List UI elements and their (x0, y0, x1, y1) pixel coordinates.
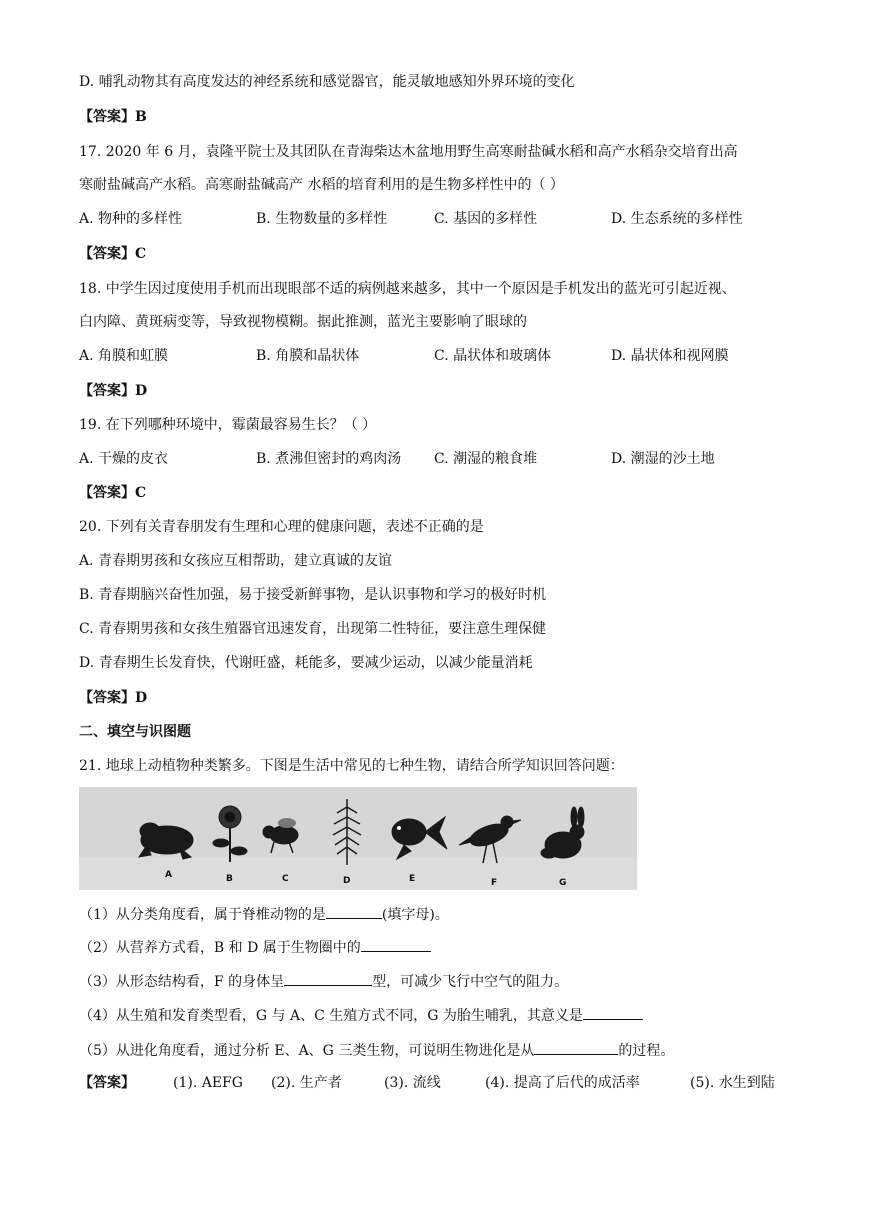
q21-part3-text: （3）从形态结构看，F 的身体呈 (79, 974, 285, 990)
q21-answer-label: 【答案】 (79, 1075, 135, 1091)
q21-part4-text: （4）从生殖和发育类型看，G 与 A、C 生殖方式不同，G 为胎生哺乳，其意义是 (79, 1008, 583, 1024)
q20-option-d: D. 青春期生长发育快，代谢旺盛，耗能多，要减少运动，以减少能量消耗 (79, 655, 533, 671)
q21-part5-suffix: 的过程。 (618, 1043, 675, 1059)
q21-answer-5: (5). 水生到陆 (690, 1075, 775, 1091)
q19-option-c: C. 潮湿的粮食堆 (434, 451, 538, 467)
q21-part1 (79, 904, 449, 924)
figure-label-b: B (226, 874, 233, 884)
q21-part3-blank[interactable] (284, 971, 372, 986)
q21-answer-3: (3). 流线 (384, 1075, 441, 1091)
q19-stem: 19. 在下列哪种环境中，霉菌最容易生长？（ ） (79, 417, 377, 433)
q17-stem-line1: 17. 2020 年 6 月，袁隆平院士及其团队在青海柴达木盆地用野生高寒耐盐碱水稻和高产水稻杂交培育出高 (79, 144, 738, 160)
q17-option-d: D. 生态系统的多样性 (611, 211, 743, 227)
q20-option-a: A. 青春期男孩和女孩应互相帮助，建立真诚的友谊 (79, 553, 393, 569)
q21-part1-blank[interactable] (326, 904, 382, 919)
q18-option-c: C. 晶状体和玻璃体 (434, 348, 552, 364)
figure-label-f: F (491, 878, 498, 888)
q21-part2 (79, 937, 431, 957)
figure-label-d: D (343, 876, 351, 886)
q18-answer: 【答案】D (79, 383, 148, 399)
q20-option-b: B. 青春期脑兴奋性加强，易于接受新鲜事物，是认识事物和学习的极好时机 (79, 587, 547, 603)
q17-stem-line2: 寒耐盐碱高产水稻。高寒耐盐碱高产 水稻的培育利用的是生物多样性中的（ ） (79, 177, 564, 193)
q21-stem: 21. 地球上动植物种类繁多。下图是生活中常见的七种生物，请结合所学知识回答问题： (79, 758, 624, 774)
q18-option-a: A. 角膜和虹膜 (79, 348, 169, 364)
q17-option-b: B. 生物数量的多样性 (256, 211, 388, 227)
q20-stem: 20. 下列有关青春朋发有生理和心理的健康问题，表述不正确的是 (79, 519, 484, 535)
q17-option-c: C. 基因的多样性 (434, 211, 538, 227)
q17-option-a: A. 物种的多样性 (79, 211, 183, 227)
q21-part3-suffix: 型，可减少飞行中空气的阻力。 (372, 974, 569, 990)
q18-option-d: D. 晶状体和视网膜 (611, 348, 729, 364)
section-title: 二、填空与识图题 (79, 724, 191, 740)
figure-label-c: C (282, 874, 289, 884)
q20-option-c: C. 青春期男孩和女孩生殖器官迅速发育，出现第二性特征，要注意生理保健 (79, 621, 547, 637)
q21-answer-1: (1). AEFG (173, 1075, 243, 1091)
q20-answer: 【答案】D (79, 690, 148, 706)
q16-option-d: D. 哺乳动物其有高度发达的神经系统和感觉器官，能灵敏地感知外界环境的变化 (79, 74, 575, 90)
q18-option-b: B. 角膜和晶状体 (256, 348, 360, 364)
q21-part5-blank[interactable] (534, 1040, 618, 1055)
q21-answer-2: (2). 生产者 (271, 1075, 342, 1091)
figure-label-e: E (409, 874, 416, 884)
q19-answer: 【答案】C (79, 485, 147, 501)
q21-part5 (79, 1040, 674, 1060)
figure-label-g: G (559, 878, 567, 888)
q21-part2-text: （2）从营养方式看，B 和 D 属于生物圈中的 (79, 940, 361, 956)
q21-part4 (79, 1005, 643, 1025)
q21-answer-4: (4). 提高了后代的成活率 (485, 1075, 640, 1091)
q21-part4-blank[interactable] (583, 1005, 643, 1020)
organisms-figure (79, 787, 637, 890)
q17-answer: 【答案】C (79, 246, 147, 262)
q19-option-b: B. 煮沸但密封的鸡肉汤 (256, 451, 402, 467)
q18-stem-line2: 白内障、黄斑病变等，导致视物模糊。据此推测，蓝光主要影响了眼球的 (79, 314, 527, 330)
q21-part2-blank[interactable] (361, 937, 431, 952)
q16-answer: 【答案】B (79, 109, 147, 125)
q21-part1-text: （1）从分类角度看，属于脊椎动物的是 (79, 907, 326, 923)
q21-part5-text: （5）从进化角度看，通过分析 E、A、G 三类生物，可说明生物进化是从 (79, 1043, 535, 1059)
figure-label-a: A (165, 870, 172, 880)
q19-option-d: D. 潮湿的沙土地 (611, 451, 715, 467)
q18-stem-line1: 18. 中学生因过度使用手机而出现眼部不适的病例越来越多，其中一个原因是手机发出的蓝光可引起近视、 (79, 281, 736, 297)
q19-option-a: A. 干燥的皮衣 (79, 451, 169, 467)
q21-part1-suffix: (填字母)。 (381, 907, 449, 923)
q21-part3 (79, 971, 568, 991)
